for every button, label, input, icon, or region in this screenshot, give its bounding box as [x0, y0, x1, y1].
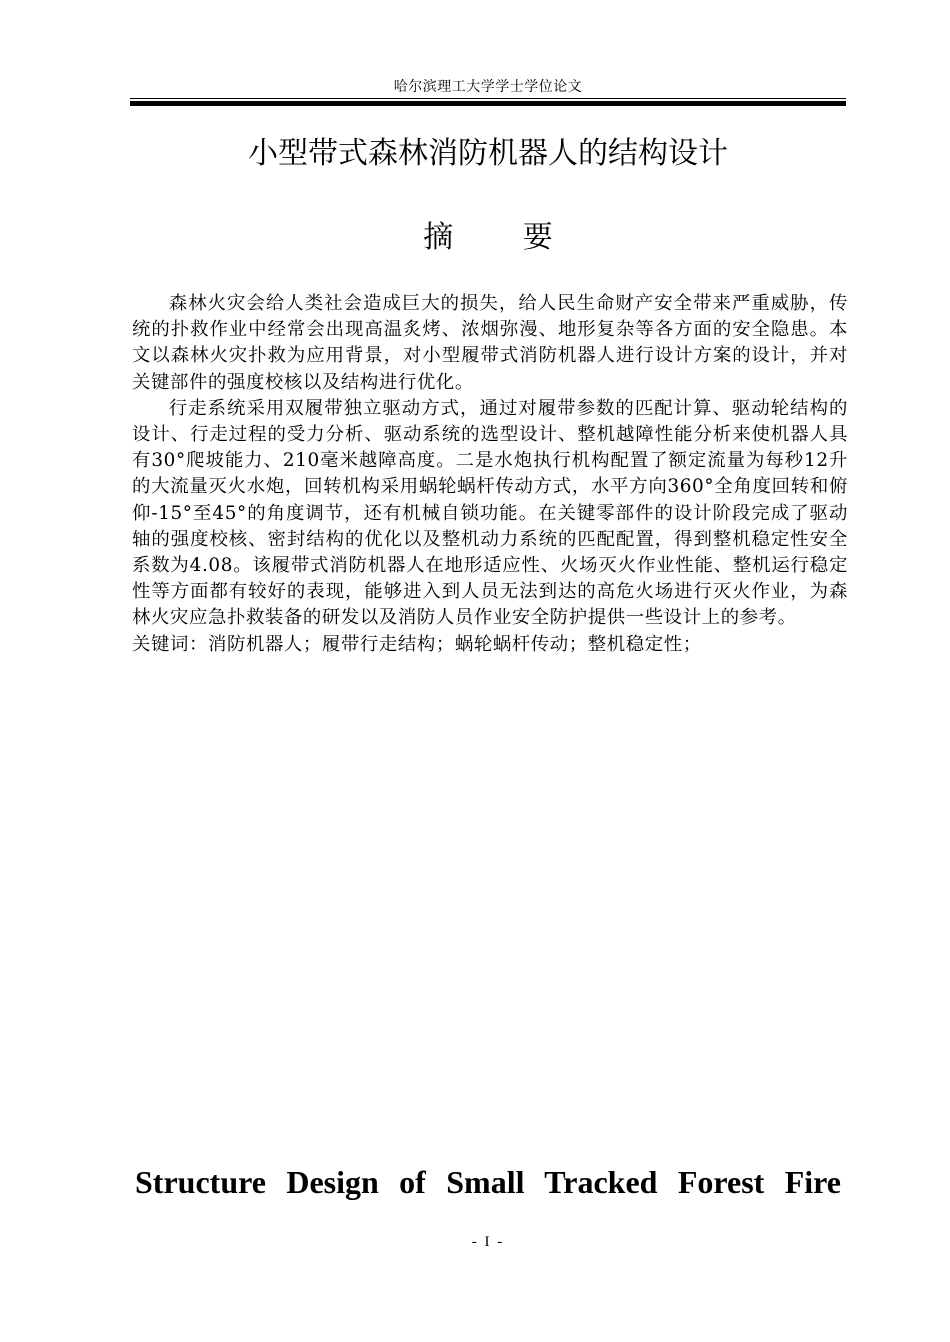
keywords-label: 关键词：: [132, 633, 208, 655]
header-rule-thick: [130, 101, 846, 106]
abstract-body: [132, 291, 848, 658]
running-header: 哈尔滨理工大学学士学位论文: [393, 79, 583, 95]
abstract-paragraph-1: 森林火灾会给人类社会造成巨大的损失，给人民生命财产安全带来严重威胁，传统的扑救作业中经常会出现高温炙烤、浓烟弥漫、地形复杂等各方面的安全隐患。本文以森林火灾扑救为应用背景，对小型履带式消防机器人进行设计方案的设计，并对关键部件的强度校核以及结构进行优化。: [132, 293, 848, 393]
keywords-text: 消防机器人；履带行走结构；蜗轮蜗杆传动；整机稳定性；: [207, 633, 702, 655]
page-number: - I -: [471, 1234, 505, 1250]
thesis-title: 小型带式森林消防机器人的结构设计: [248, 136, 728, 171]
abstract-paragraph-2: 行走系统采用双履带独立驱动方式，通过对履带参数的匹配计算、驱动轮结构的设计、行走过程的受力分析、驱动系统的选型设计、整机越障性能分析来使机器人具有30°爬坡能力、210毫米越障高度。二是水炮执行机构配置了额定流量为每秒12升的大流量灭火水炮，回转机构采用蜗轮蜗杆传动方式，水平方向360°全角度回转和俯仰-15°至45°的角度调节，还有机械自锁功能。在关键零部件的设计阶段完成了驱动轴的强度校核、密封结构的优化以及整机动力系统的匹配配置，得到整机稳定性安全系数为4.08。该履带式消防机器人在地形适应性、火场灭火作业性能、整机运行稳定性等方面都有较好的表现，能够进入到人员无法到达的高危火场进行灭火作业，为森林火灾应急扑救装备的研发以及消防人员作业安全防护提供一些设计上的参考。: [132, 397, 848, 629]
abstract-heading: 摘 要: [423, 220, 583, 255]
english-title: Structure Design of Small Tracked Forest Fire: [135, 1164, 841, 1200]
keywords-line: [132, 632, 848, 658]
header-rule-thin: [130, 98, 846, 99]
